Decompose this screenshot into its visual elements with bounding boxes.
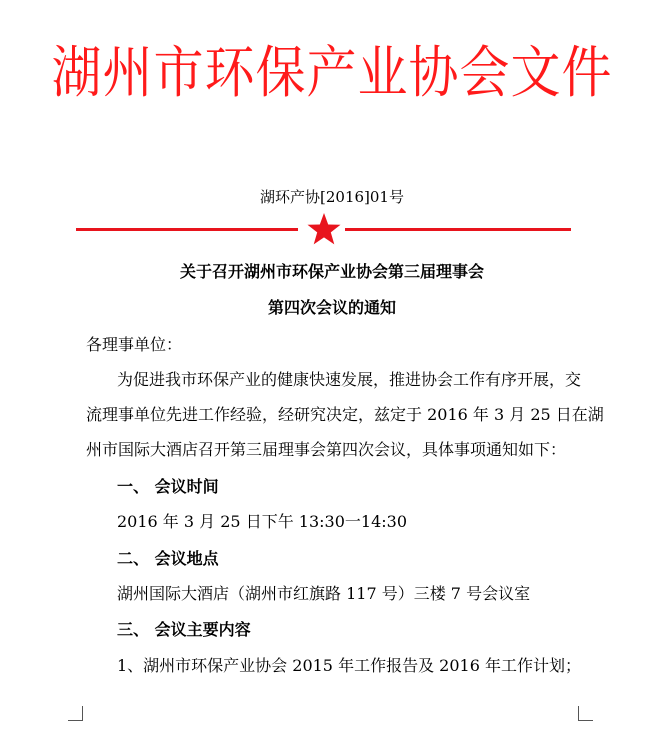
intro-line-2: 流理事单位先进工作经验，经研究决定，兹定于 2016 年 3 月 25 日在湖 [86, 405, 604, 424]
notice-title-line2: 第四次会议的通知 [267, 298, 396, 317]
red-divider-right [345, 228, 571, 231]
document-number: 湖环产协[2016]01号 [260, 188, 404, 206]
red-star-icon [306, 212, 342, 246]
document-header-title: 湖州市环保产业协会文件 [51, 40, 613, 106]
crop-mark-bottom-right [578, 706, 593, 721]
crop-mark-bottom-left [68, 706, 83, 721]
section-1-heading: 一、 会议时间 [117, 477, 219, 496]
intro-line-3: 州市国际大酒店召开第三届理事会第四次会议，具体事项通知如下： [86, 440, 567, 459]
notice-title-line1: 关于召开湖州市环保产业协会第三届理事会 [179, 262, 484, 281]
section-3-heading: 三、 会议主要内容 [117, 620, 251, 639]
red-divider-left [76, 228, 298, 231]
section-2-content: 湖州国际大酒店（湖州市红旗路 117 号）三楼 7 号会议室 [117, 584, 531, 603]
section-2-heading: 二、 会议地点 [117, 549, 219, 568]
section-1-content: 2016 年 3 月 25 日下午 13:30一14:30 [117, 512, 407, 531]
section-3-item-1: 1、湖州市环保产业协会 2015 年工作报告及 2016 年工作计划； [117, 656, 581, 675]
intro-line-1: 为促进我市环保产业的健康快速发展，推进协会工作有序开展，交 [117, 370, 582, 389]
salutation: 各理事单位： [86, 335, 183, 354]
